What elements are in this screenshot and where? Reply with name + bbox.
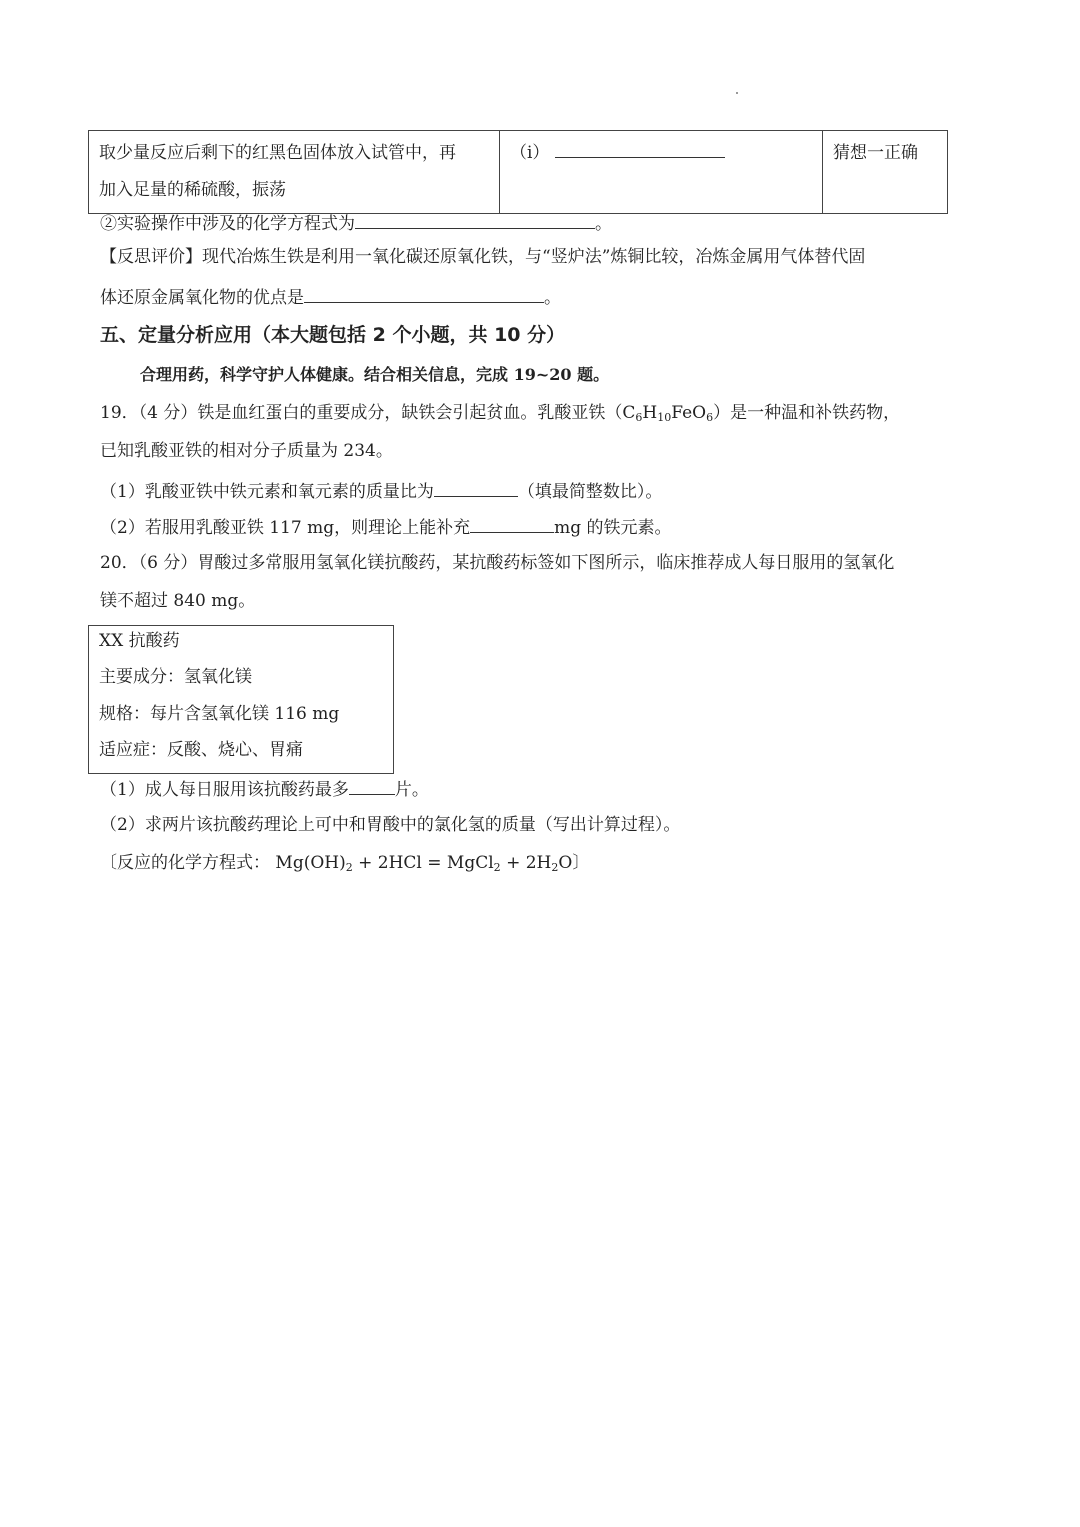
label-indication: 适应症：反酸、烧心、胃痛: [99, 740, 303, 760]
q20-line-2: 镁不超过 840 mg。: [100, 591, 256, 611]
q19-line-1: [100, 402, 900, 429]
reflection-line-2: [100, 284, 561, 309]
conclusion-text: 猜想一正确: [833, 143, 918, 163]
equation-end: 。: [595, 214, 612, 234]
equation-question-text: ②实验操作中涉及的化学方程式为: [100, 214, 355, 234]
operation-line-2: 加入足量的稀硫酸，振荡: [99, 180, 286, 200]
formula-lactate: $C_6H_{10}FeO_6$: [622, 403, 714, 424]
q19-sub2-end: 的铁元素。: [581, 518, 672, 538]
q20-sub1-end: 片。: [394, 780, 429, 800]
q19-sub-1: [100, 478, 662, 503]
q20-sub-2: （2）求两片该抗酸药理论上可中和胃酸中的氯化氢的质量（写出计算过程）。: [100, 815, 681, 835]
q19-sub2-text: （2）若服用乳酸亚铁 117 mg，则理论上能补充: [100, 518, 471, 538]
reflection-blank[interactable]: [304, 284, 544, 303]
q20-line-1: 20．（6 分）胃酸过多常服用氢氧化镁抗酸药，某抗酸药标签如下图所示，临床推荐成人每日服用的氢氧化: [100, 553, 895, 573]
q19-sub1-blank[interactable]: [434, 478, 518, 497]
phenomenon-cell: [500, 131, 823, 214]
reflection-line-1: 【反思评价】现代冶炼生铁是利用一氧化碳还原氧化铁，与“竖炉法”炼铜比较，冶炼金属用气体替代固: [100, 247, 866, 267]
q19-sub-2: [100, 514, 672, 539]
q19-text-b: ）是一种温和补铁药物，: [713, 403, 901, 423]
scan-dot: [736, 92, 738, 94]
label-ingredient: 主要成分：氢氧化镁: [99, 667, 252, 687]
operation-line-1: 取少量反应后剩下的红黑色固体放入试管中，再: [99, 143, 456, 163]
equation-question: [100, 210, 612, 235]
equation-prefix: 〔反应的化学方程式：: [100, 853, 270, 873]
operation-cell: [89, 131, 500, 214]
phenomenon-prefix: （i）: [510, 143, 550, 163]
table-row: [89, 131, 948, 214]
equation-blank[interactable]: [355, 210, 595, 229]
experiment-table: [88, 130, 948, 214]
equation-formula: $Mg(OH)_2 + 2HCl$ = MgCl$_2$ + $2H_2O$〕: [275, 853, 590, 874]
section-title: 五、定量分析应用（本大题包括 2 个小题，共 10 分）: [100, 324, 566, 346]
q20-sub-1: [100, 776, 429, 801]
q19-sub1-end: （填最简整数比）。: [517, 482, 663, 502]
label-spec: 规格：每片含氢氧化镁 116 mg: [99, 704, 340, 724]
q19-sub2-blank[interactable]: [470, 514, 554, 533]
q19-text-a: 19．（4 分）铁是血红蛋白的重要成分，缺铁会引起贫血。乳酸亚铁（: [100, 403, 623, 423]
conclusion-cell: [823, 131, 948, 214]
reflection-text: 体还原金属氧化物的优点是: [100, 288, 304, 308]
reflection-end: 。: [544, 288, 561, 308]
q19-sub2-unit: mg: [554, 518, 582, 538]
medicine-label: [88, 625, 394, 774]
q20-sub1-text: （1）成人每日服用该抗酸药最多: [100, 780, 349, 800]
label-name: XX 抗酸药: [99, 631, 180, 651]
q20-sub1-blank[interactable]: [349, 776, 395, 795]
q19-sub1-text: （1）乳酸亚铁中铁元素和氧元素的质量比为: [100, 482, 434, 502]
section-intro: 合理用药，科学守护人体健康。结合相关信息，完成 19~20 题。: [140, 365, 610, 384]
phenomenon-blank[interactable]: [555, 139, 725, 158]
q19-line-2: 已知乳酸亚铁的相对分子质量为 234。: [100, 441, 393, 461]
reaction-equation: [100, 852, 589, 879]
